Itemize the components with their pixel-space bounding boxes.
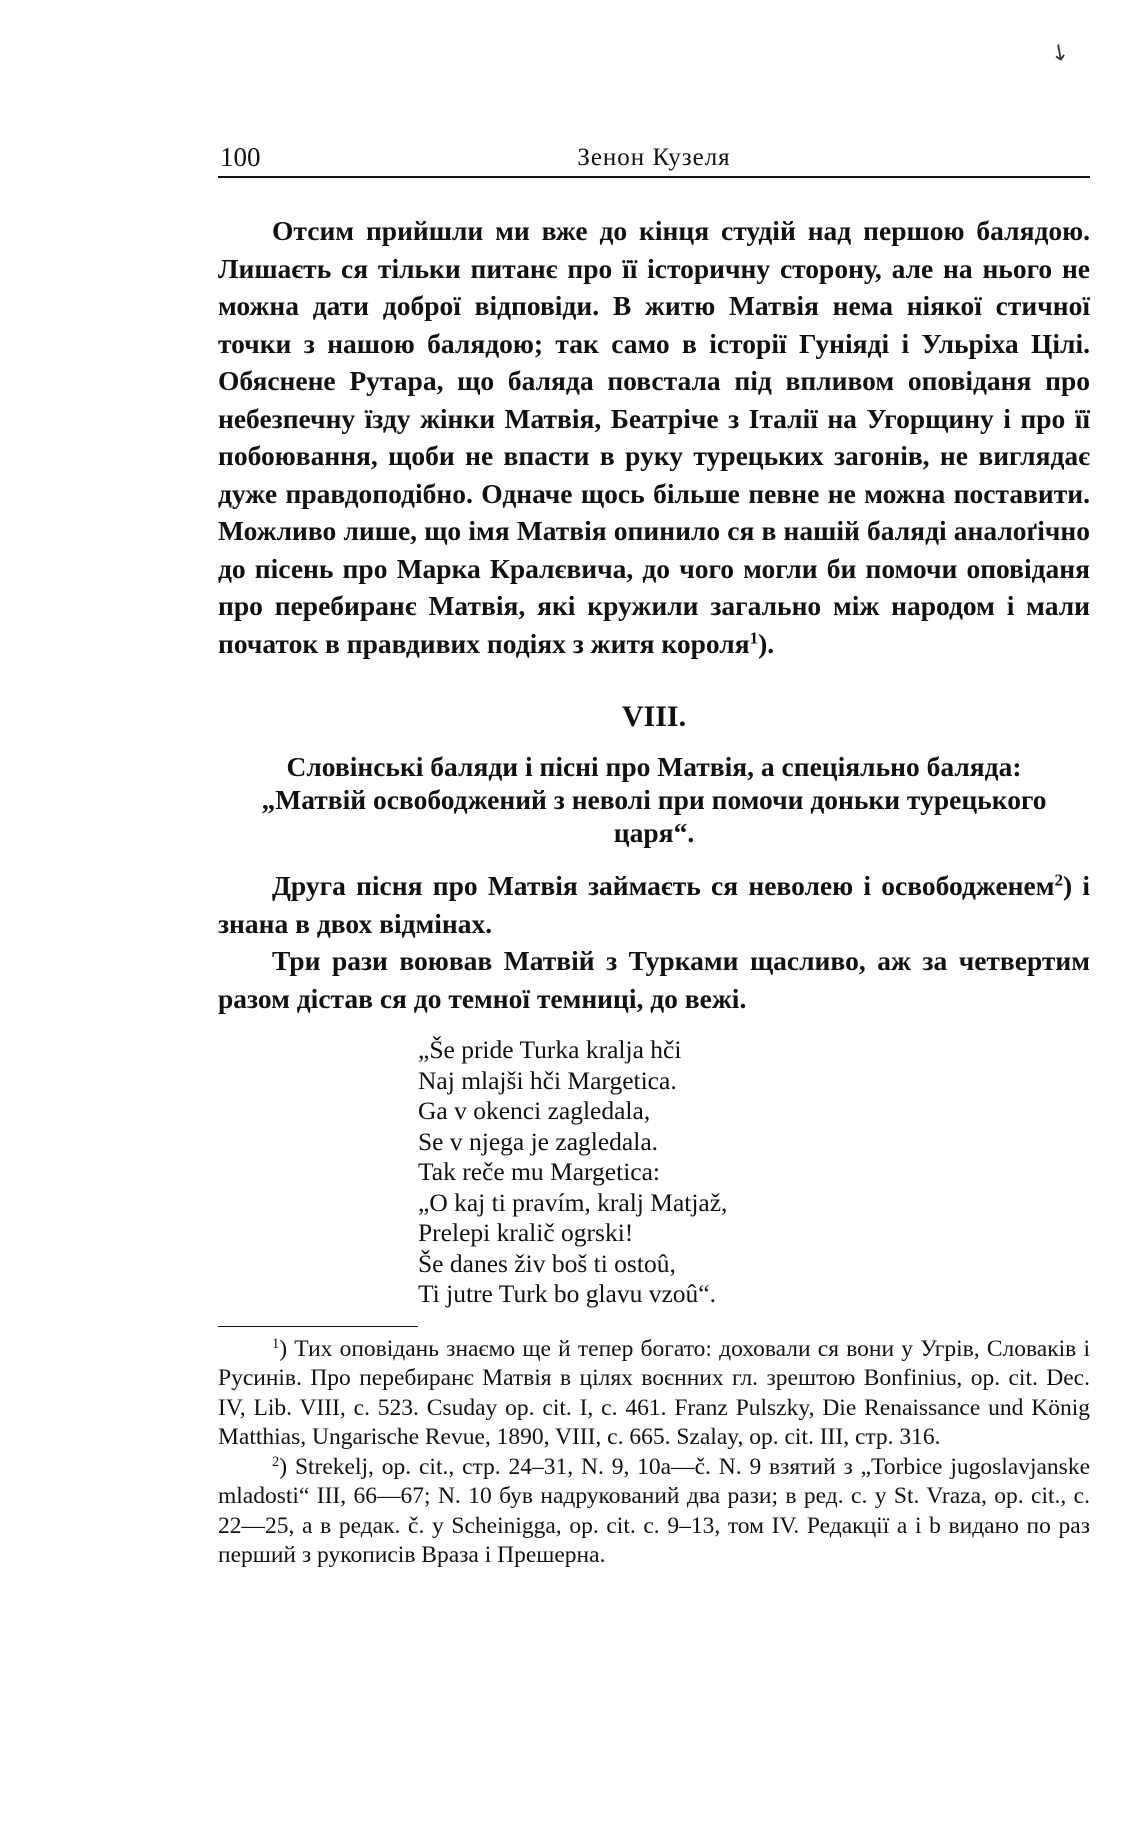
footnote-2	[218, 1453, 1090, 1571]
poem-line: Se v njega je zagledala.	[418, 1126, 659, 1156]
body-text	[218, 212, 1090, 1571]
paragraph-2-text: Друга пісня про Матвія займаєть ся неволею і освободженем	[272, 870, 1055, 901]
section-title: Словінські баляди і пісні про Матвія, а спеціяльно баляда: „Матвій освободжений з неволі при помочи доньки турецького царя“.	[261, 751, 1047, 848]
poem-line: „O kaj ti pravím, kralj Matjaž,	[418, 1187, 728, 1217]
paragraph-1-end: ).	[758, 627, 775, 659]
footnote-divider	[218, 1326, 418, 1327]
poem-line: Ga v okenci zagledala,	[418, 1096, 651, 1125]
footnote-ref-1: 1	[749, 628, 759, 648]
section-number: VIII.	[621, 700, 687, 733]
page-header	[218, 140, 1090, 178]
paragraph-3: Три рази воював Матвій з Турками щасливо, аж за четвертим разом дістав ся до темної темниці, до вежі.	[218, 945, 1090, 1014]
paragraph-2-end: ) і знана в двох відмінах.	[218, 870, 1090, 939]
footnote-2-text: ) Strekelj, op. cit., стр. 24–31, N. 9, 10a—č. N. 9 взятий з „Torbice jugoslavjanske mladosti“ III, 66—67; N. 10 був надрукований два рази; в ред. c. у St. Vraza, op. cit., с. 22—25, а в редак. č. у Scheinigga, op. cit. c. 9–13, том IV. Редакції a i b видано по раз перший з рукописів Враза і Прешерна.	[218, 1453, 1090, 1568]
poem-line: Še danes živ boš ti ostoû,	[418, 1248, 676, 1278]
poem	[418, 1035, 1090, 1310]
page-number: 100	[220, 142, 261, 172]
paragraph-2	[218, 867, 1090, 942]
running-head: Зенон Кузеля	[577, 144, 731, 171]
paragraph-1	[218, 212, 1090, 662]
footnote-1-text: ) Тих оповідань знаємо ще й тепер богато: доховали ся вони у Угрів, Словаків і Русинів. Про перебиранє Матвія в цілях воєнних гл. зрештою Bonfinius, op. cit. Dec. IV, Lib. VIII, c. 523. Csuday op. cit. I, c. 461. Franz Pulszky, Die Renaissance und König Matthias, Ungarische Revue, 1890, VIII, c. 665. Szalay, op. cit. III, стр. 316.	[218, 1335, 1090, 1450]
paragraph-1-text: Отсим прийшли ми вже до кінця студій над першою балядою. Лишаєть ся тільки питанє про її історичну сторону, але на нього не можна дати доброї відповіди. В житю Матвія нема ніякої стичної точки з нашою балядою; так само в історії Гуніяді і Ульріха Цілі. Обяснене Рутара, що баляда повстала під впливом оповіданя про небезпечну їзду жінки Матвія, Беатріче з Італії на Угорщину і про її побоювання, щоби не впасти в руку турецьких загонів, не виглядає дуже правдоподібно. Одначе щось більше певне не можна поставити. Можливо лише, що імя Матвія опинило ся в нашій баляді аналоґічно до пісень про Марка Кралєвича, до чого могли би помочи оповіданя про перебиранє Матвія, які кружили загально між народом і мали початок в правдивих подіях з житя короля	[218, 215, 1090, 659]
footnote-mark-1: 1	[272, 1335, 280, 1352]
poem-line: Tak reče mu Margetica:	[418, 1157, 661, 1186]
corner-scan-mark: ↘	[1044, 36, 1074, 69]
poem-line: Ti jutre Turk bo glavu vzoû“.	[418, 1279, 716, 1308]
poem-line: Prelepi kralič ogrski!	[418, 1218, 634, 1247]
footnote-ref-2: 2	[1054, 870, 1063, 890]
poem-line: Naj mlajši hči Margetica.	[418, 1065, 677, 1095]
footnote-mark-2: 2	[272, 1453, 280, 1470]
poem-line: „Še pride Turka kralja hči	[418, 1035, 682, 1064]
footnote-1	[218, 1335, 1090, 1453]
